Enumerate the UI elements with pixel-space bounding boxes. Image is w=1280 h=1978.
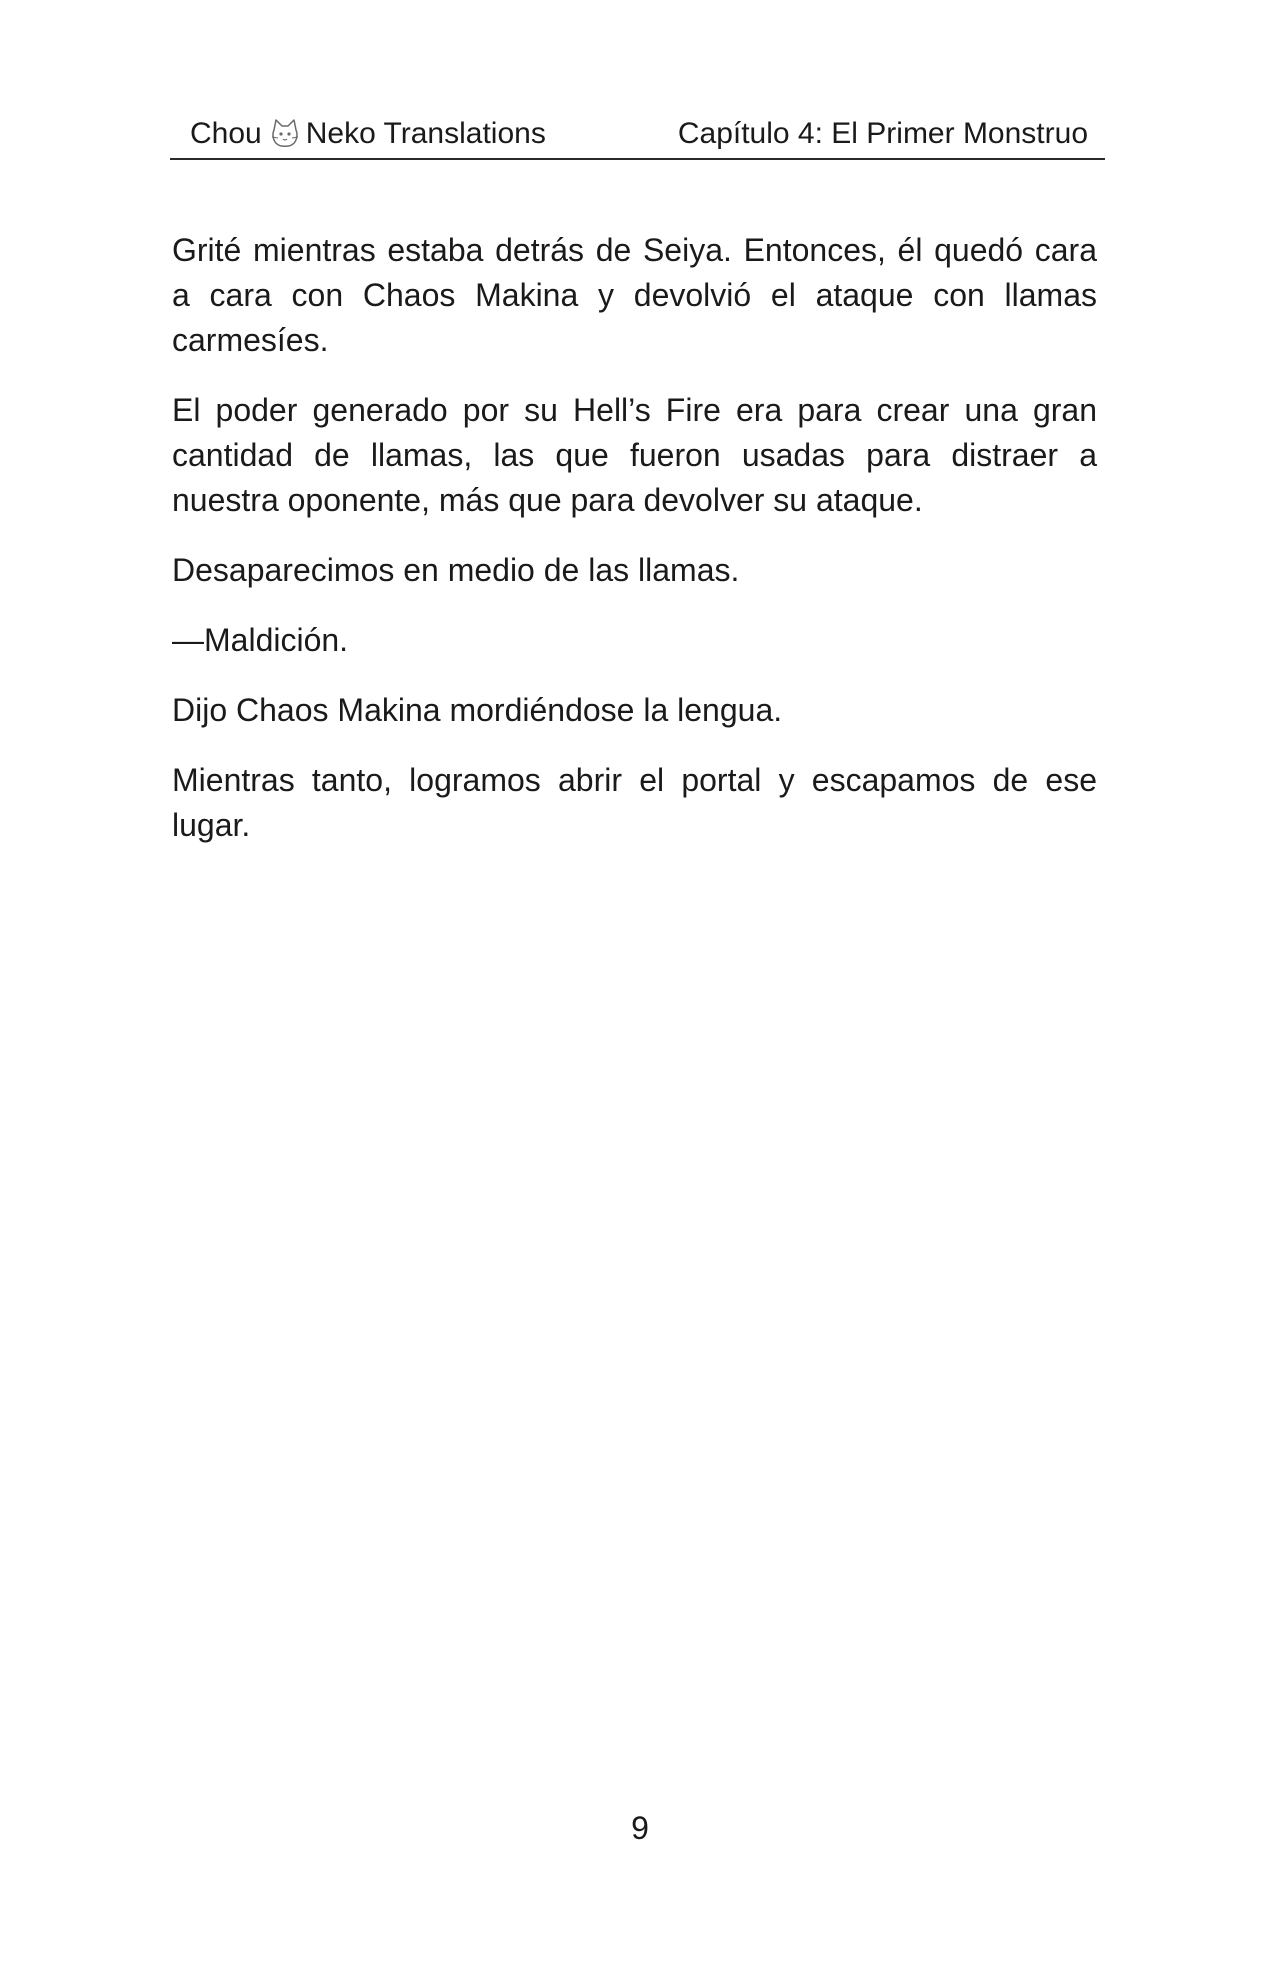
header-chapter-title: Capítulo 4: El Primer Monstruo <box>677 117 1088 150</box>
body-text <box>172 228 1097 873</box>
paragraph: El poder generado por su Hell’s Fire era para crear una gran cantidad de llamas, las que fueron usadas para distraer a nuestra oponente, más que para devolver su ataque. <box>172 392 1097 518</box>
header-site-name-part2: Neko Translations <box>305 117 546 150</box>
header-site-name <box>190 116 546 152</box>
paragraph: —Maldición. <box>172 622 349 658</box>
cat-face-icon <box>270 117 300 151</box>
header-site-name-part1: Chou <box>190 117 262 150</box>
paragraph: Grité mientras estaba detrás de Seiya. Entonces, él quedó cara a cara con Chaos Makina y devolvió el ataque con llamas carmesíes. <box>172 232 1097 358</box>
running-header <box>170 112 1105 160</box>
paragraph: Desaparecimos en medio de las llamas. <box>172 552 740 588</box>
paragraph: Mientras tanto, logramos abrir el portal y escapamos de ese lugar. <box>172 762 1097 843</box>
paragraph: Dijo Chaos Makina mordiéndose la lengua. <box>172 692 783 728</box>
page-number: 9 <box>631 1810 649 1846</box>
